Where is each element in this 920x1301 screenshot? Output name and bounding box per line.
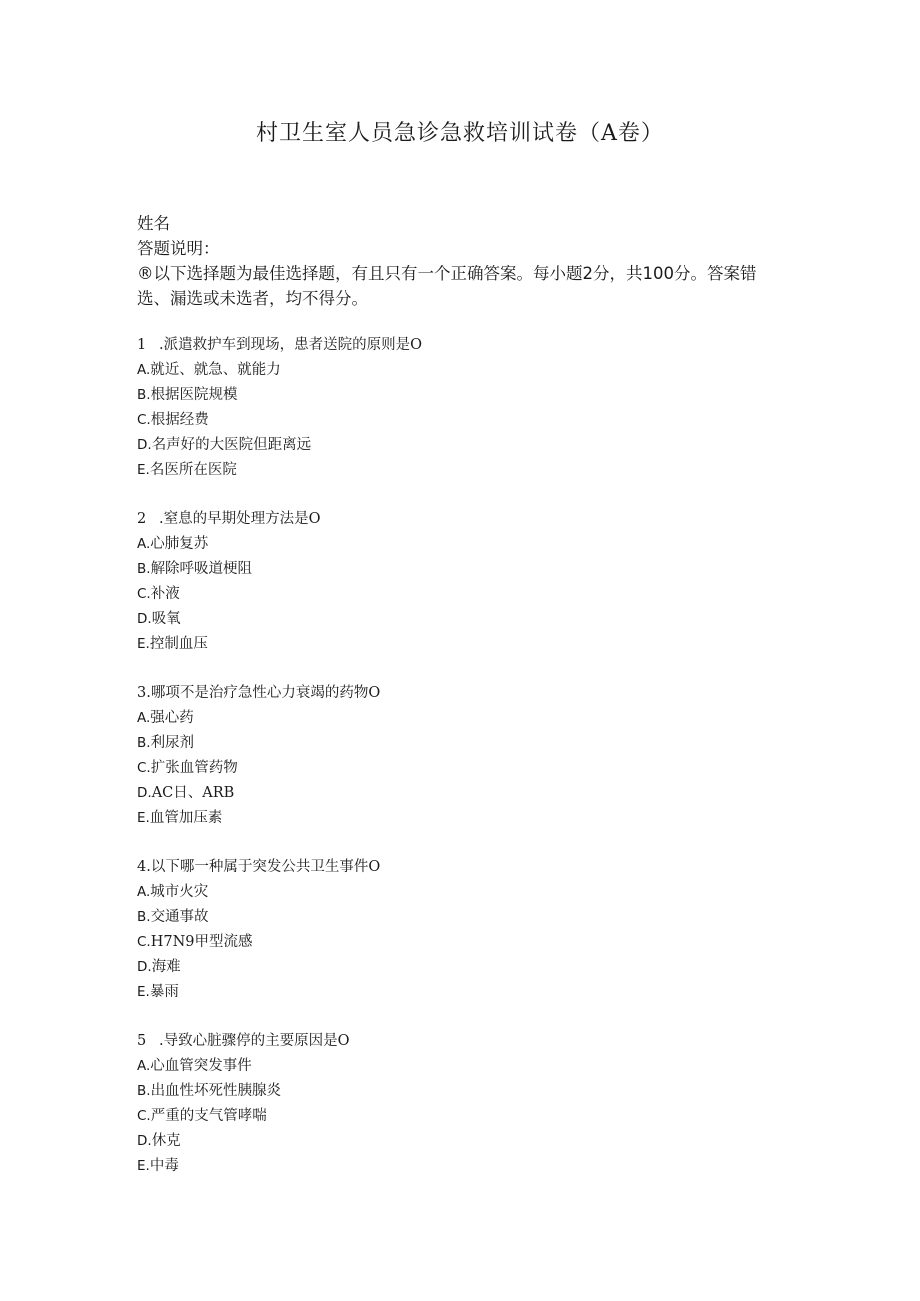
option-letter: E.: [137, 810, 150, 826]
option-letter: C.: [137, 586, 151, 602]
option-text: H7N9甲型流感: [150, 934, 253, 950]
option-text: 扩张血管药物: [150, 760, 238, 776]
instructions-text-line-1: ®以下选择题为最佳选择题，有且只有一个正确答案。每小题2分，共100分。答案错: [137, 264, 757, 283]
question-2: [137, 507, 777, 657]
option-letter: D.: [137, 959, 152, 975]
option-text: 解除呼吸道梗阻: [150, 561, 253, 577]
option-letter: D.: [137, 1133, 152, 1149]
option-letter: E.: [137, 636, 150, 652]
option-text: 血管加压素: [149, 810, 223, 826]
option-d: [137, 1129, 777, 1154]
option-text: 控制血压: [149, 636, 208, 652]
option-a: [137, 358, 777, 383]
option-text: AC日、ARB: [151, 785, 235, 801]
exam-header: [137, 211, 777, 311]
option-c: [137, 1104, 777, 1129]
option-letter: B.: [137, 561, 151, 577]
question-stem: [137, 333, 777, 358]
question-5: [137, 1029, 777, 1179]
question-stem: [137, 507, 777, 532]
page-title: 村卫生室人员急诊急救培训试卷（A卷）: [256, 121, 664, 146]
option-letter: C.: [137, 1108, 151, 1124]
instructions-heading: 答题说明：: [137, 239, 220, 258]
option-text: 出血性坏死性胰腺炎: [150, 1083, 282, 1099]
option-letter: E.: [137, 1158, 150, 1174]
question-text: .导致心脏骤停的主要原因是O: [159, 1033, 350, 1049]
option-text: 休克: [151, 1133, 181, 1149]
option-a: [137, 1054, 777, 1079]
option-letter: D.: [137, 437, 152, 453]
option-e: [137, 458, 777, 483]
option-text: 名医所在医院: [149, 462, 237, 478]
option-text: 根据医院规模: [150, 387, 238, 403]
question-text: .派遣救护车到现场，患者送院的原则是O: [159, 337, 422, 353]
option-b: [137, 383, 777, 408]
option-letter: A.: [137, 536, 151, 552]
option-text: 严重的支气管哮喘: [150, 1108, 267, 1124]
question-text: 哪项不是治疗急性心力衰竭的药物O: [150, 685, 381, 701]
option-c: [137, 930, 777, 955]
question-number: 4.: [137, 859, 151, 875]
option-letter: A.: [137, 710, 151, 726]
question-3: [137, 681, 777, 831]
question-stem: [137, 855, 777, 880]
question-text: 以下哪一种属于突发公共卫生事件O: [150, 859, 381, 875]
option-letter: B.: [137, 735, 151, 751]
option-d: [137, 607, 777, 632]
option-text: 海难: [151, 959, 181, 975]
option-letter: D.: [137, 611, 152, 627]
question-stem: [137, 1029, 777, 1054]
question-number: 2: [137, 511, 147, 527]
option-e: [137, 806, 777, 831]
option-text: 交通事故: [150, 909, 209, 925]
option-text: 中毒: [149, 1158, 179, 1174]
question-number: 1: [137, 337, 147, 353]
option-text: 名声好的大医院但距离远: [151, 437, 312, 453]
question-1: [137, 333, 777, 483]
option-b: [137, 905, 777, 930]
name-label: 姓名: [137, 214, 170, 233]
option-a: [137, 880, 777, 905]
option-letter: B.: [137, 909, 151, 925]
option-e: [137, 980, 777, 1005]
option-text: 补液: [150, 586, 180, 602]
option-letter: D.: [137, 785, 152, 801]
option-d: [137, 781, 777, 806]
option-a: [137, 706, 777, 731]
option-letter: E.: [137, 984, 150, 1000]
option-letter: A.: [137, 362, 151, 378]
option-c: [137, 756, 777, 781]
option-c: [137, 582, 777, 607]
option-text: 心肺复苏: [150, 536, 209, 552]
question-number: 3.: [137, 685, 151, 701]
question-text: .窒息的早期处理方法是O: [159, 511, 321, 527]
question-list: [137, 333, 777, 1203]
option-b: [137, 1079, 777, 1104]
option-e: [137, 1154, 777, 1179]
option-b: [137, 731, 777, 756]
option-b: [137, 557, 777, 582]
option-text: 城市火灾: [150, 884, 209, 900]
option-d: [137, 433, 777, 458]
option-text: 强心药: [150, 710, 194, 726]
option-letter: A.: [137, 884, 151, 900]
option-text: 吸氧: [151, 611, 181, 627]
option-letter: B.: [137, 1083, 151, 1099]
option-text: 利尿剂: [150, 735, 195, 751]
question-stem: [137, 681, 777, 706]
option-a: [137, 532, 777, 557]
option-letter: C.: [137, 760, 151, 776]
question-4: [137, 855, 777, 1005]
option-text: 心血管突发事件: [150, 1058, 252, 1074]
option-letter: A.: [137, 1058, 151, 1074]
option-letter: E.: [137, 462, 150, 478]
option-letter: C.: [137, 934, 151, 950]
option-c: [137, 408, 777, 433]
instructions-text-line-2: 选、漏选或未选者，均不得分。: [137, 289, 368, 308]
question-number: 5: [137, 1033, 147, 1049]
option-text: 暴雨: [149, 984, 179, 1000]
option-d: [137, 955, 777, 980]
option-text: 根据经费: [150, 412, 209, 428]
option-letter: C.: [137, 412, 151, 428]
option-letter: B.: [137, 387, 151, 403]
option-text: 就近、就急、就能力: [150, 362, 281, 378]
option-e: [137, 632, 777, 657]
